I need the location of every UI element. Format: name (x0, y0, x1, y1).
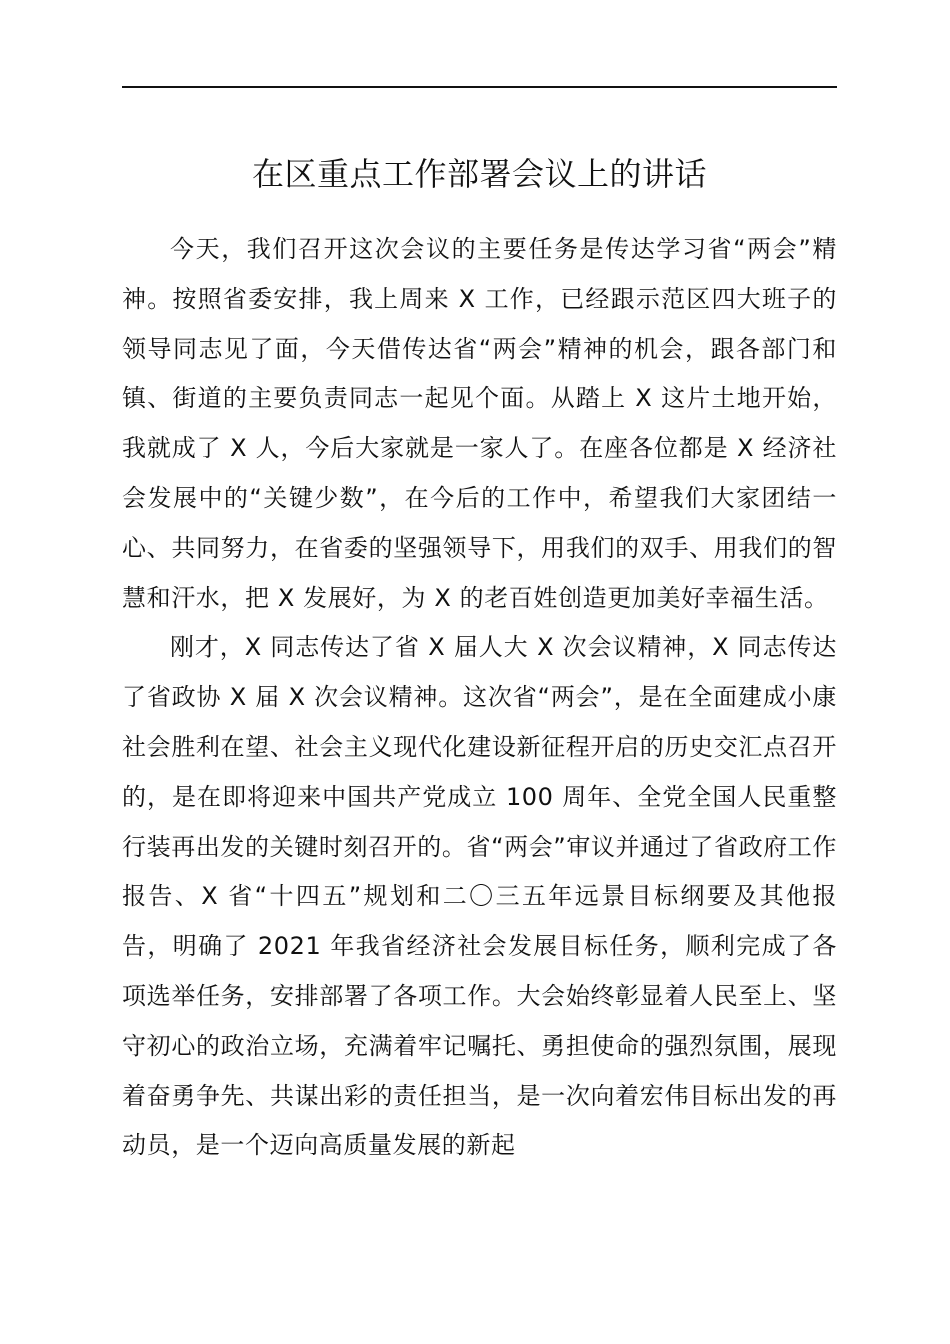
paragraph-2: 刚才，X 同志传达了省 X 届人大 X 次会议精神，X 同志传达了省政协 X 届 X 次会议精神。这次省“两会”，是在全面建成小康社会胜利在望、社会主义现代化建设新征程开启的历史交汇点召开的，是在即将迎来中国共产党成立 100 周年、全党全国人民重整行装再出发的关键时刻召开的。省“两会”审议并通过了省政府工作报告、X 省“十四五”规划和二〇三五年远景目标纲要及其他报告，明确了 2021 年我省经济社会发展目标任务，顺利完成了各项选举任务，安排部署了各项工作。大会始终彰显着人民至上、坚守初心的政治立场，充满着牢记嘱托、勇担使命的强烈氛围，展现着奋勇争先、共谋出彩的责任担当，是一次向着宏伟目标出发的再动员，是一个迈向高质量发展的新起 (122, 633, 837, 1160)
document-title: 在区重点工作部署会议上的讲话 (251, 155, 707, 193)
paragraph-1: 今天，我们召开这次会议的主要任务是传达学习省“两会”精神。按照省委安排，我上周来 X 工作，已经跟示范区四大班子的领导同志见了面，今天借传达省“两会”精神的机会，跟各部门和镇、街道的主要负责同志一起见个面。从踏上 X 这片土地开始，我就成了 X 人，今后大家就是一家人了。在座各位都是 X 经济社会发展中的“关键少数”，在今后的工作中，希望我们大家团结一心、共同努力，在省委的坚强领导下，用我们的双手、用我们的智慧和汗水，把 X 发展好，为 X 的老百姓创造更加美好幸福生活。 (122, 235, 837, 612)
document-body (122, 225, 837, 1171)
header-rule (122, 86, 837, 88)
